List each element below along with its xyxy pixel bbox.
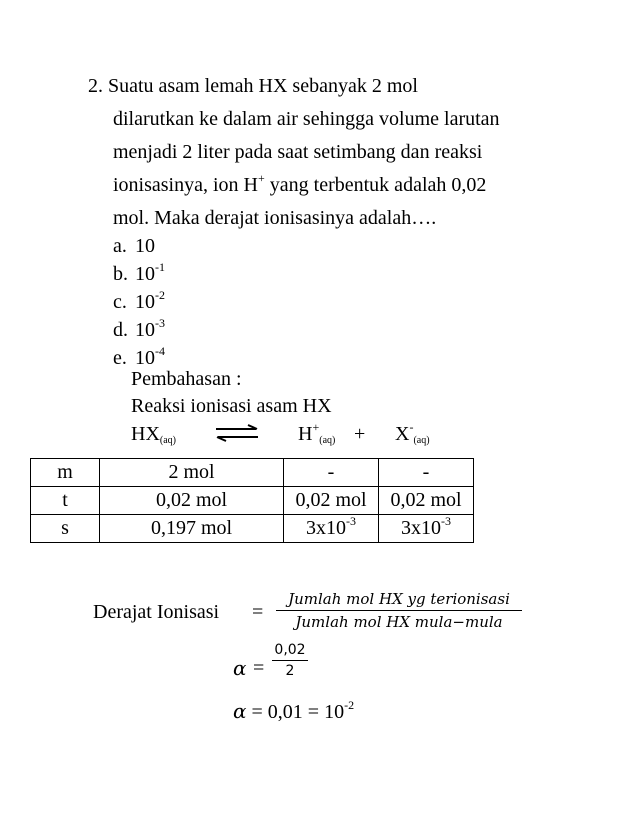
h-cell: 0,02 mol	[284, 487, 379, 515]
hx-cell: 2 mol	[100, 459, 284, 487]
option-value: 10	[135, 347, 155, 369]
h-cell: -	[284, 459, 379, 487]
option-value: 10	[135, 291, 155, 313]
question-line-4-post: yang terbentuk adalah 0,02	[264, 174, 487, 196]
option-value: 10	[135, 235, 155, 257]
option-letter: e.	[113, 347, 127, 369]
product-h-formula: H	[298, 423, 313, 445]
option-exponent: -3	[155, 316, 165, 330]
hx-cell: 0,02 mol	[100, 487, 284, 515]
alpha-symbol: α	[233, 699, 247, 723]
option-letter: c.	[113, 291, 127, 313]
row-label: s	[31, 515, 100, 543]
fraction-bar	[276, 610, 522, 611]
alpha-fraction	[272, 642, 308, 679]
formula-fraction	[276, 590, 522, 631]
option-d	[113, 316, 165, 344]
equilibrium-arrow-icon	[214, 424, 260, 442]
alpha-symbol: α	[233, 656, 247, 680]
reaction-title: Reaksi ionisasi asam HX	[131, 395, 332, 417]
product-h-charge: +	[312, 420, 320, 434]
question-line-4-pre: ionisasinya, ion H	[113, 174, 258, 196]
option-a	[113, 232, 155, 260]
product-x-charge: -	[409, 420, 414, 434]
option-exponent: -4	[155, 344, 165, 358]
stoichiometry-table	[30, 458, 474, 543]
x-cell	[379, 515, 474, 543]
option-letter: b.	[113, 263, 128, 285]
alpha-equals: =	[253, 657, 265, 679]
formula-equals: =	[252, 601, 264, 623]
formula-numerator: Jumlah mol HX yg terionisasi	[288, 590, 510, 608]
option-c	[113, 288, 165, 316]
reaction-product-x	[395, 420, 430, 448]
h-exponent: -3	[346, 514, 356, 528]
result-value: = 0,01 = 10	[251, 701, 345, 723]
option-letter: a.	[113, 235, 127, 257]
question-text-1: Suatu asam lemah HX sebanyak 2 mol	[108, 75, 418, 97]
h-cell	[284, 515, 379, 543]
alpha-denominator: 2	[285, 663, 295, 679]
option-b	[113, 260, 165, 288]
table-row	[31, 487, 474, 515]
option-value: 10	[135, 263, 155, 285]
hx-cell: 0,197 mol	[100, 515, 284, 543]
x-cell: 0,02 mol	[379, 487, 474, 515]
x-exponent: -3	[441, 514, 451, 528]
product-h-state: (aq)	[319, 435, 336, 446]
product-x-state: (aq)	[413, 435, 430, 446]
x-cell: -	[379, 459, 474, 487]
option-exponent: -2	[155, 288, 165, 302]
x-value: 3x10	[401, 517, 441, 539]
question-line-4	[113, 171, 486, 199]
question-line-2: dilarutkan ke dalam air sehingga volume larutan	[113, 108, 500, 130]
option-value: 10	[135, 319, 155, 341]
result-exponent: -2	[344, 698, 355, 712]
reactant-state: (aq)	[159, 435, 176, 446]
question-line-5: mol. Maka derajat ionisasinya adalah….	[113, 207, 437, 229]
formula-label: Derajat Ionisasi	[93, 601, 220, 623]
table-row	[31, 515, 474, 543]
row-label: m	[31, 459, 100, 487]
table-row	[31, 459, 474, 487]
h-value: 3x10	[306, 517, 346, 539]
discussion-heading: Pembahasan :	[131, 368, 242, 390]
fraction-bar	[272, 660, 308, 661]
alpha-result	[233, 697, 354, 726]
question-number: 2.	[88, 75, 103, 97]
reaction-plus: +	[354, 423, 366, 445]
reactant-formula: HX	[131, 423, 160, 445]
row-label: t	[31, 487, 100, 515]
reaction-reactant	[131, 420, 176, 448]
product-x-formula: X	[395, 423, 410, 445]
alpha-numerator: 0,02	[274, 642, 306, 658]
formula-denominator: Jumlah mol HX mula−mula	[295, 613, 503, 631]
question-line-3: menjadi 2 liter pada saat setimbang dan reaksi	[113, 141, 483, 163]
reaction-product-h	[298, 420, 335, 448]
question-line-1	[88, 72, 418, 100]
h-plus-charge: +	[258, 171, 265, 185]
option-letter: d.	[113, 319, 128, 341]
option-exponent: -1	[155, 260, 165, 274]
